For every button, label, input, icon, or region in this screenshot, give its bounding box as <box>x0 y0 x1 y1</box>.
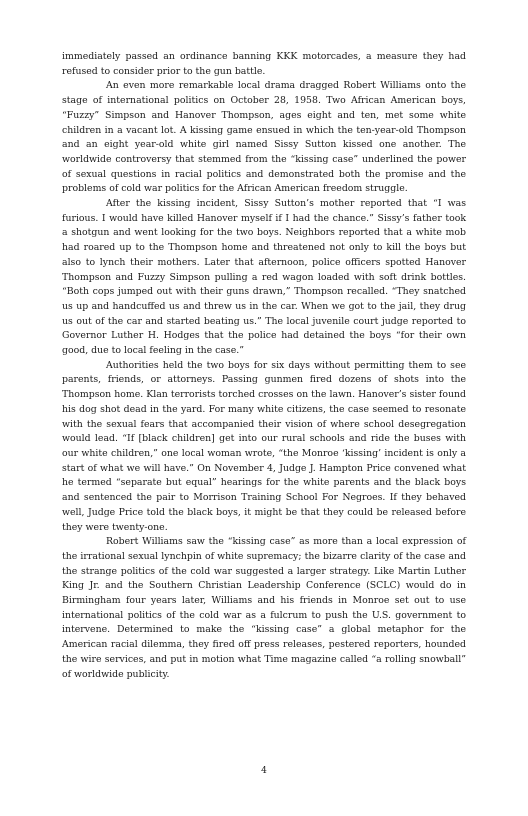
document-body <box>62 50 466 682</box>
paragraph-2: An even more remarkable local drama dragged Robert Williams onto the stage of international politics on October 28, 1958. Two African American boys, “Fuzzy” Simpson and Hanover Thompson, ages eight and ten, met some white children in a vacant lot. A kissing game ensued in which the ten-year-old Thompson and an eight year-old white girl named Sissy Sutton kissed one another. The worldwide controversy that stemmed from the “kissing case” underlined the power of sexual questions in racial politics and demonstrated both the promise and the problems of cold war politics for the African American freedom struggle. <box>62 80 466 195</box>
paragraph-4: Authorities held the two boys for six days without permitting them to see parents, friends, or attorneys. Passing gunmen fired dozens of shots into the Thompson home. Klan terrorists torched crosses on the lawn. Hanover’s sister found his dog shot dead in the yard. For many white citizens, the case seemed to resonate with the sexual fears that accompanied their vision of where school desegregation would lead. “If [black children] get into our rural schools and ride the buses with our white children,” one local woman wrote, “the Monroe ‘kissing’ incident is only a start of what we will have.” On November 4, Judge J. Hampton Price convened what he termed “separate but equal” hearings for the white parents and the black boys and sentenced the pair to Morrison Training School For Negroes. If they behaved well, Judge Price told the black boys, it might be that they could be released before they were twenty-one. <box>62 359 466 533</box>
paragraph-5: Robert Williams saw the “kissing case” as more than a local expression of the irrational sexual lynchpin of white supremacy; the bizarre clarity of the case and the strange politics of the cold war suggested a larger strategy. Like Martin Luther King Jr. and the Southern Christian Leadership Conference (SCLC) would do in Birmingham four years later, Williams and his friends in Monroe set out to use international politics of the cold war as a fulcrum to push the U.S. government to intervene. Determined to make the “kissing case” a global metaphor for the American racial dilemma, they fired off press releases, pestered reporters, hounded the wire services, and put in motion what Time magazine called “a rolling snowball” of worldwide publicity. <box>62 536 466 680</box>
paragraph-1: immediately passed an ordinance banning KKK motorcades, a measure they had refused to consider prior to the gun battle. <box>62 51 466 77</box>
paragraph-3: After the kissing incident, Sissy Sutton’s mother reported that “I was furious. I would have killed Hanover myself if I had the chance.” Sissy’s father took a shotgun and went looking for the two boys. Neighbors reported that a white mob had roared up to the Thompson home and threatened not only to kill the boys but also to lynch their mothers. Later that afternoon, police officers spotted Hanover Thompson and Fuzzy Simpson pulling a red wagon loaded with soft drink bottles. “Both cops jumped out with their guns drawn,” Thompson recalled. “They snatched us up and handcuffed us and threw us in the car. When we got to the jail, they drug us out of the car and started beating us.” The local juvenile court judge reported to Governor Luther H. Hodges that the police had detained the boys “for their own good, due to local feeling in the case.” <box>62 198 466 357</box>
page-number: 4 <box>261 766 267 776</box>
